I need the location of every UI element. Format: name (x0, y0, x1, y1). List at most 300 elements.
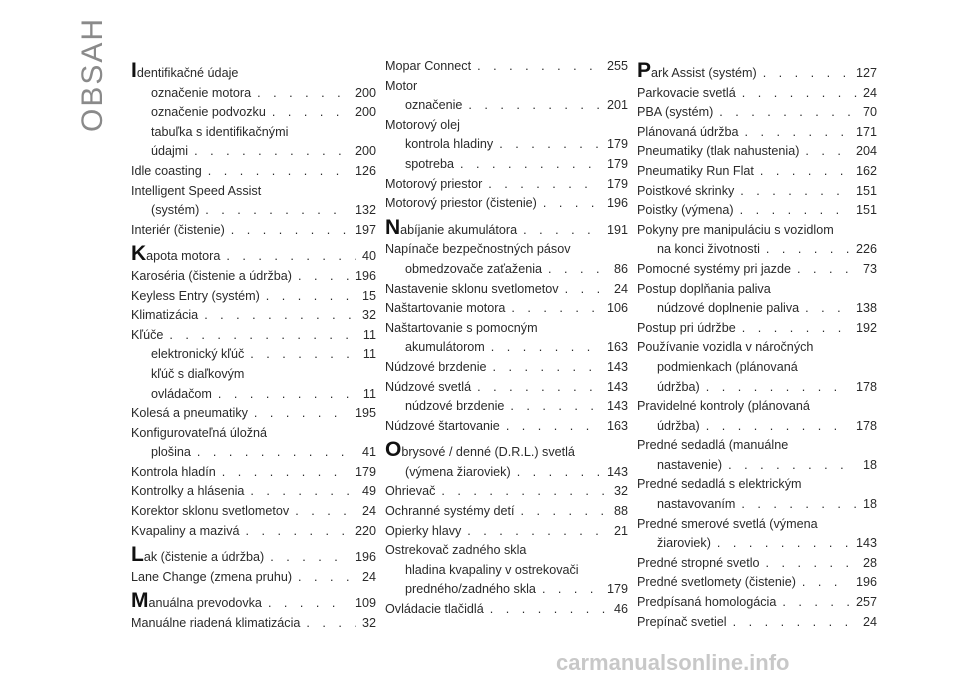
index-entry (385, 580, 628, 600)
index-entry-text: Mopar Connect (385, 59, 472, 73)
index-entry-line (637, 260, 877, 280)
index-entry (131, 482, 376, 502)
dot-leader (542, 580, 601, 600)
index-entry-line (385, 194, 628, 214)
index-entry (637, 182, 877, 202)
index-entry (637, 84, 877, 104)
index-entry-text: (výmena žiaroviek) (405, 464, 511, 479)
page-number: 49 (361, 484, 376, 499)
dot-leader (728, 456, 857, 476)
index-entry-text: Nastavenie sklonu svetlometov (385, 281, 559, 296)
index-entry-text: Postup pri údržbe (637, 320, 736, 335)
index-entry-line (131, 182, 376, 202)
index-entry (385, 299, 628, 319)
index-entry-line (637, 299, 877, 319)
page-number: 24 (361, 569, 376, 584)
index-entry (385, 358, 628, 378)
index-entry (637, 319, 877, 339)
index-entry-text: Predné sedadlá (manuálne (637, 438, 789, 453)
index-entry-text: Prepínač svetiel (637, 614, 727, 629)
index-entry-text: Pomocné systémy pri jazde (637, 261, 791, 276)
dot-leader (194, 142, 349, 162)
page-number: 46 (613, 602, 628, 617)
index-entry-line (131, 84, 376, 104)
index-entry-line (131, 502, 376, 522)
dot-leader (517, 463, 601, 483)
section-letter: L (131, 543, 144, 567)
index-column-1 (131, 57, 376, 634)
index-entry (385, 397, 628, 417)
index-entry-text: hladina kvapaliny v ostrekovači (405, 562, 579, 577)
index-entry-text: Kvapaliny a mazivá (131, 523, 240, 538)
dot-leader (706, 378, 850, 398)
dot-leader (204, 306, 356, 326)
page-number: 24 (862, 614, 877, 629)
dot-leader (298, 267, 349, 287)
page-number: 192 (855, 320, 877, 335)
index-entry-text: PBA (systém) (637, 105, 714, 120)
dot-leader (270, 548, 349, 568)
dot-leader (740, 201, 850, 221)
index-entry-line (637, 142, 877, 162)
dot-leader (169, 326, 357, 346)
page-number: 127 (855, 66, 877, 80)
index-section-entry (131, 591, 376, 614)
dot-leader (510, 397, 601, 417)
page-number: 163 (606, 340, 628, 355)
index-entry-text: Naštartovanie s pomocným (385, 320, 538, 335)
index-entry-line (385, 155, 628, 175)
index-section-entry (637, 61, 877, 84)
index-entry (385, 280, 628, 300)
index-entry (131, 385, 376, 405)
index-entry-line (385, 522, 628, 542)
index-entry-text: Motor (385, 78, 418, 93)
dot-leader (491, 338, 601, 358)
page-number: 151 (855, 183, 877, 198)
index-entry-line (637, 515, 877, 535)
index-entry-line (385, 580, 628, 600)
index-entry-text: označenie (405, 98, 463, 113)
index-entry-text: Opierky hlavy (385, 523, 462, 538)
page-number: 126 (354, 163, 376, 178)
index-entry (385, 175, 628, 195)
dot-leader (766, 554, 857, 574)
page-number: 200 (354, 105, 376, 120)
index-entry (131, 463, 376, 483)
index-entry-text: tabuľka s identifikačnými (151, 124, 289, 139)
index-entry (637, 456, 877, 476)
index-entry-line (637, 554, 877, 574)
index-section-entry (385, 440, 628, 463)
index-entry (131, 221, 376, 241)
index-entry (385, 561, 628, 581)
index-entry-line (637, 417, 877, 437)
index-entry (385, 378, 628, 398)
section-letter: M (131, 589, 149, 613)
index-entry-line (131, 201, 376, 221)
index-entry-text: označenie podvozku (151, 105, 266, 120)
page-number: 32 (361, 308, 376, 323)
index-entry-text: Motorový olej (385, 117, 460, 132)
index-entry-text: údržba) (657, 379, 700, 394)
dot-leader (493, 358, 601, 378)
index-entry-line (131, 404, 376, 424)
index-entry-text: údržba) (657, 418, 700, 433)
index-entry-line (131, 61, 376, 84)
index-entry (385, 541, 628, 561)
page-number: 18 (862, 497, 877, 512)
index-entry-line (385, 358, 628, 378)
index-entry-line (637, 182, 877, 202)
page-number: 32 (613, 484, 628, 499)
index-entry-text: Pokyny pre manipuláciu s vozidlom (637, 222, 834, 237)
index-entry-line (385, 440, 628, 463)
index-entry-text: ark Assist (systém) (651, 66, 757, 80)
index-entry-text: Naštartovanie motora (385, 301, 506, 316)
index-entry-line (385, 175, 628, 195)
index-entry (637, 162, 877, 182)
dot-leader (477, 57, 601, 77)
index-entry-line (385, 116, 628, 136)
index-entry-text: Keyless Entry (systém) (131, 288, 260, 303)
page-number: 179 (354, 464, 376, 479)
page-number: 15 (361, 288, 376, 303)
index-entry-text: Kontrolky a hlásenia (131, 484, 245, 499)
index-entry (131, 614, 376, 634)
page-number: 201 (606, 98, 628, 113)
dot-leader (468, 96, 601, 116)
index-entry (637, 123, 877, 143)
section-title: OBSAH (76, 16, 109, 132)
section-letter: I (131, 59, 137, 82)
index-entry (131, 424, 376, 444)
index-entry-text: Karoséria (čistenie a údržba) (131, 268, 292, 283)
index-entry (131, 522, 376, 542)
index-entry-line (385, 338, 628, 358)
index-entry (131, 365, 376, 385)
page-number: 70 (862, 105, 877, 120)
index-entry-text: Ohrievač (385, 484, 436, 499)
page-number: 86 (613, 261, 628, 276)
index-entry-line (131, 568, 376, 588)
dot-leader (266, 287, 356, 307)
dot-leader (488, 175, 601, 195)
index-entry-text: Ostrekovač zadného skla (385, 543, 527, 558)
dot-leader (254, 404, 349, 424)
index-entry (131, 162, 376, 182)
index-entry (131, 443, 376, 463)
index-entry-line (637, 475, 877, 495)
index-entry (637, 554, 877, 574)
dot-leader (295, 502, 356, 522)
section-letter: N (385, 215, 401, 239)
index-entry (385, 600, 628, 620)
dot-leader (742, 84, 857, 104)
index-entry-text: akumulátorom (405, 340, 485, 355)
dot-leader (717, 534, 850, 554)
index-entry (637, 573, 877, 593)
index-entry (637, 436, 877, 456)
dot-leader (490, 600, 608, 620)
page-number: 195 (354, 406, 376, 421)
dot-leader (306, 614, 356, 634)
index-entry-line (385, 561, 628, 581)
index-entry (637, 534, 877, 554)
index-entry-text: Predné sedadlá s elektrickým (637, 477, 802, 492)
dot-leader (506, 417, 601, 437)
dot-leader (298, 568, 356, 588)
page-number: 143 (606, 359, 628, 374)
index-entry-line (637, 436, 877, 456)
page-number: 18 (862, 457, 877, 472)
index-entry-text: elektronický kľúč (151, 347, 245, 362)
index-entry (637, 397, 877, 417)
index-entry-line (385, 378, 628, 398)
index-entry (385, 319, 628, 339)
index-entry-line (637, 534, 877, 554)
dot-leader (742, 319, 850, 339)
dot-leader (543, 194, 601, 214)
index-entry (385, 77, 628, 97)
dot-leader (231, 221, 349, 241)
index-entry (637, 515, 877, 535)
page-number: 11 (362, 327, 376, 342)
page-number: 143 (855, 536, 877, 551)
index-entry-line (385, 463, 628, 483)
index-entry (385, 240, 628, 260)
index-entry-text: nastavovaním (657, 497, 736, 512)
index-entry-line (131, 443, 376, 463)
index-entry-line (637, 319, 877, 339)
index-entry-line (385, 397, 628, 417)
index-entry-text: Kľúče (131, 327, 164, 342)
page-number: 40 (361, 249, 376, 264)
index-entry-text: Kontrola hladín (131, 464, 216, 479)
dot-leader (740, 182, 850, 202)
index-entry-line (637, 593, 877, 613)
index-entry (385, 417, 628, 437)
index-entry-line (385, 502, 628, 522)
index-entry-line (131, 365, 376, 385)
page-number: 24 (361, 504, 376, 519)
index-entry-line (385, 280, 628, 300)
index-entry-text: Pravidelné kontroly (plánovaná (637, 399, 810, 414)
dot-leader (760, 162, 850, 182)
page-number: 162 (855, 163, 877, 178)
index-entry-text: dentifikačné údaje (136, 66, 239, 80)
index-entry-text: Postup doplňania paliva (637, 281, 771, 296)
index-entry-line (131, 545, 376, 568)
index-entry-text: Poistky (výmena) (637, 203, 734, 218)
index-entry-text: Plánovaná údržba (637, 124, 739, 139)
index-entry-text: Pneumatiky (tlak nahustenia) (637, 144, 800, 159)
index-entry-line (131, 267, 376, 287)
index-entry-line (385, 96, 628, 116)
dot-leader (511, 299, 601, 319)
index-entry-text: kľúč s diaľkovým (151, 366, 245, 381)
page-number: 88 (613, 504, 628, 519)
index-entry (637, 495, 877, 515)
index-entry (131, 287, 376, 307)
index-entry-line (385, 482, 628, 502)
dot-leader (467, 522, 608, 542)
index-section-entry (131, 61, 376, 84)
index-entry-line (131, 385, 376, 405)
dot-leader (246, 522, 349, 542)
index-entry-line (131, 345, 376, 365)
index-entry-line (385, 77, 628, 97)
index-entry-text: apota motora (146, 249, 221, 264)
index-entry-line (637, 123, 877, 143)
index-entry-text: núdzové doplnenie paliva (657, 301, 800, 316)
page-number: 178 (855, 379, 877, 394)
index-entry-line (131, 522, 376, 542)
index-entry (637, 142, 877, 162)
section-letter: P (637, 59, 652, 82)
page-number: 106 (606, 301, 628, 316)
page-number: 191 (606, 222, 628, 237)
index-entry (131, 84, 376, 104)
index-entry-line (131, 244, 376, 267)
index-entry-text: podmienkach (plánovaná (657, 359, 798, 374)
index-entry-text: Ochranné systémy detí (385, 504, 515, 519)
index-entry-line (131, 306, 376, 326)
index-entry-text: Klimatizácia (131, 308, 199, 323)
index-entry-text: Poistkové skrinky (637, 183, 735, 198)
page-number: 178 (855, 418, 877, 433)
index-entry-text: Konfigurovateľná úložná (131, 425, 268, 440)
dot-leader (805, 299, 850, 319)
index-entry-line (385, 600, 628, 620)
index-entry-text: Predné stropné svetlo (637, 555, 760, 570)
index-entry-text: Korektor sklonu svetlometov (131, 504, 290, 519)
dot-leader (782, 593, 850, 613)
index-entry (637, 201, 877, 221)
index-entry-text: plošina (151, 445, 191, 460)
index-entry-line (131, 162, 376, 182)
page-number: 32 (361, 616, 376, 631)
dot-leader (197, 443, 356, 463)
dot-leader (521, 502, 608, 522)
index-entry-text: Intelligent Speed Assist (131, 183, 262, 198)
page-number: 196 (354, 550, 376, 565)
dot-leader (766, 240, 850, 260)
index-entry-text: nastavenie) (657, 457, 723, 472)
page-number: 196 (354, 268, 376, 283)
page-number: 200 (354, 85, 376, 100)
index-entry (131, 267, 376, 287)
page-number: 143 (606, 399, 628, 414)
dot-leader (523, 221, 601, 241)
index-entry (385, 57, 628, 77)
dot-leader (250, 345, 357, 365)
index-entry (637, 280, 877, 300)
page-number: 21 (613, 523, 628, 538)
index-entry-text: Motorový priestor (čistenie) (385, 196, 537, 211)
dot-leader (745, 123, 850, 143)
page-number: 151 (855, 203, 877, 218)
dot-leader (733, 613, 857, 633)
index-entry-text: Napínače bezpečnostných pásov (385, 242, 571, 257)
index-entry (131, 345, 376, 365)
index-entry-line (637, 84, 877, 104)
index-entry (131, 502, 376, 522)
index-entry (637, 260, 877, 280)
index-entry-line (637, 280, 877, 300)
dot-leader (218, 385, 357, 405)
index-entry-text: Predné svetlomety (čistenie) (637, 575, 796, 590)
dot-leader (548, 260, 608, 280)
index-entry-line (131, 482, 376, 502)
index-entry-line (131, 463, 376, 483)
index-column-2 (385, 57, 628, 620)
page-number: 143 (606, 379, 628, 394)
index-entry-line (385, 215, 628, 241)
page-number: 200 (354, 144, 376, 159)
index-entry-line (637, 201, 877, 221)
index-entry (637, 299, 877, 319)
page-number: 204 (855, 144, 877, 159)
page-number: 24 (613, 281, 628, 296)
page-number: 163 (606, 418, 628, 433)
index-entry-text: Núdzové brzdenie (385, 359, 487, 374)
index-entry-line (637, 456, 877, 476)
index-entry-line (637, 397, 877, 417)
page-number: 220 (354, 523, 376, 538)
dot-leader (719, 103, 857, 123)
index-entry (385, 482, 628, 502)
dot-leader (565, 280, 608, 300)
section-letter: O (385, 438, 402, 462)
page-number: 179 (606, 156, 628, 171)
index-entry-text: Kolesá a pneumatiky (131, 406, 248, 421)
index-entry (637, 221, 877, 241)
index-entry-line (131, 614, 376, 634)
index-entry-line (385, 417, 628, 437)
index-entry-line (637, 240, 877, 260)
index-entry-text: Núdzové svetlá (385, 379, 472, 394)
index-entry-line (385, 541, 628, 561)
index-entry (637, 240, 877, 260)
page-number: 196 (855, 575, 877, 590)
index-entry (131, 182, 376, 202)
index-entry-text: Používanie vozidla v náročných (637, 340, 814, 355)
index-entry (637, 475, 877, 495)
index-entry (385, 522, 628, 542)
index-entry (131, 404, 376, 424)
index-entry-text: abíjanie akumulátora (400, 222, 518, 237)
index-entry-line (385, 57, 628, 77)
index-entry-text: Parkovacie svetlá (637, 85, 736, 100)
index-entry (637, 378, 877, 398)
page-number: 28 (862, 555, 877, 570)
page-number: 171 (855, 124, 877, 139)
index-entry-text: Manuálne riadená klimatizácia (131, 616, 301, 631)
page-number: 11 (362, 386, 376, 401)
index-entry-text: Pneumatiky Run Flat (637, 163, 754, 178)
page-number: 143 (606, 464, 628, 479)
dot-leader (499, 135, 601, 155)
index-entry-text: údajmi (151, 144, 189, 159)
dot-leader (706, 417, 850, 437)
index-entry (131, 568, 376, 588)
index-entry (637, 613, 877, 633)
index-entry-text: predného/zadného skla (405, 582, 536, 597)
index-entry-text: núdzové brzdenie (405, 399, 505, 414)
index-entry (131, 123, 376, 143)
dot-leader (460, 155, 601, 175)
